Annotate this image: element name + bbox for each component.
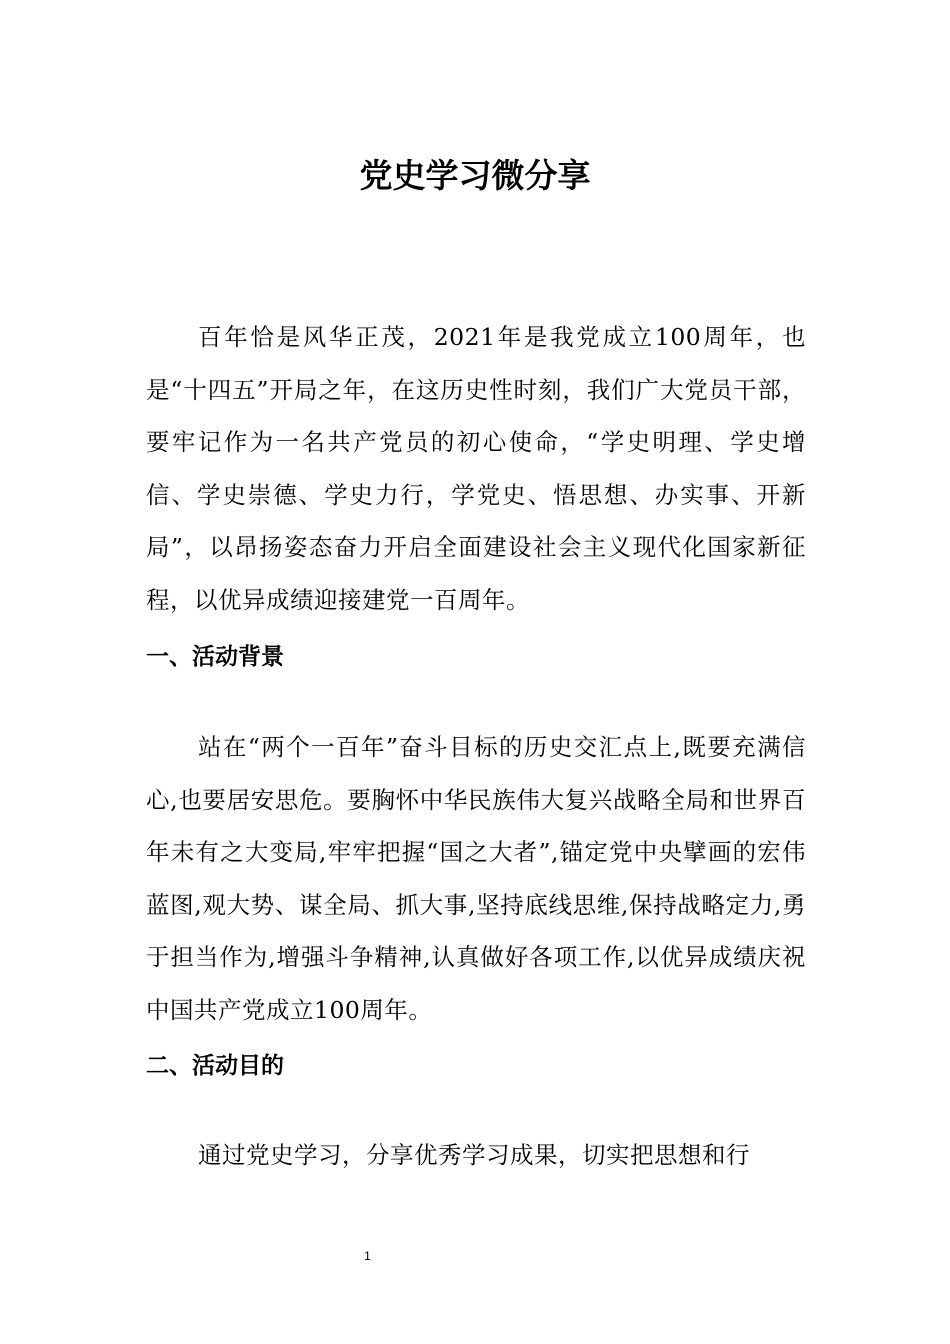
intro-paragraph: 百年恰是风华正茂，2021年是我党成立100周年，也是“十四五”开局之年，在这历史性时刻，我们广大党员干部，要牢记作为一名共产党员的初心使命，“学史明理、学史增信、学史崇德、学史力行，学党史、悟思想、办实事、开新局”，以昂扬姿态奋力开启全面建设社会主义现代化国家新征程，以优异成绩迎接建党一百周年。: [146, 323, 806, 614]
section-background-paragraph: 站在“两个一百年”奋斗目标的历史交汇点上,既要充满信心,也要居安思危。要胸怀中华民族伟大复兴战略全局和世界百年未有之大变局,牢牢把握“国之大者”,锚定党中央擘画的宏伟蓝图,观大势、谋全局、抓大事,坚持底线思维,保持战略定力,勇于担当作为,增强斗争精神,认真做好各项工作,以优异成绩庆祝中国共产党成立100周年。: [146, 733, 806, 1024]
page-number: 1: [364, 1249, 371, 1263]
document-title: 党史学习微分享: [359, 156, 591, 195]
section-heading-background: 一、活动背景: [146, 644, 284, 670]
section-purpose-paragraph: 通过党史学习，分享优秀学习成果，切实把思想和行: [198, 1141, 750, 1169]
section-heading-purpose: 二、活动目的: [146, 1053, 284, 1079]
